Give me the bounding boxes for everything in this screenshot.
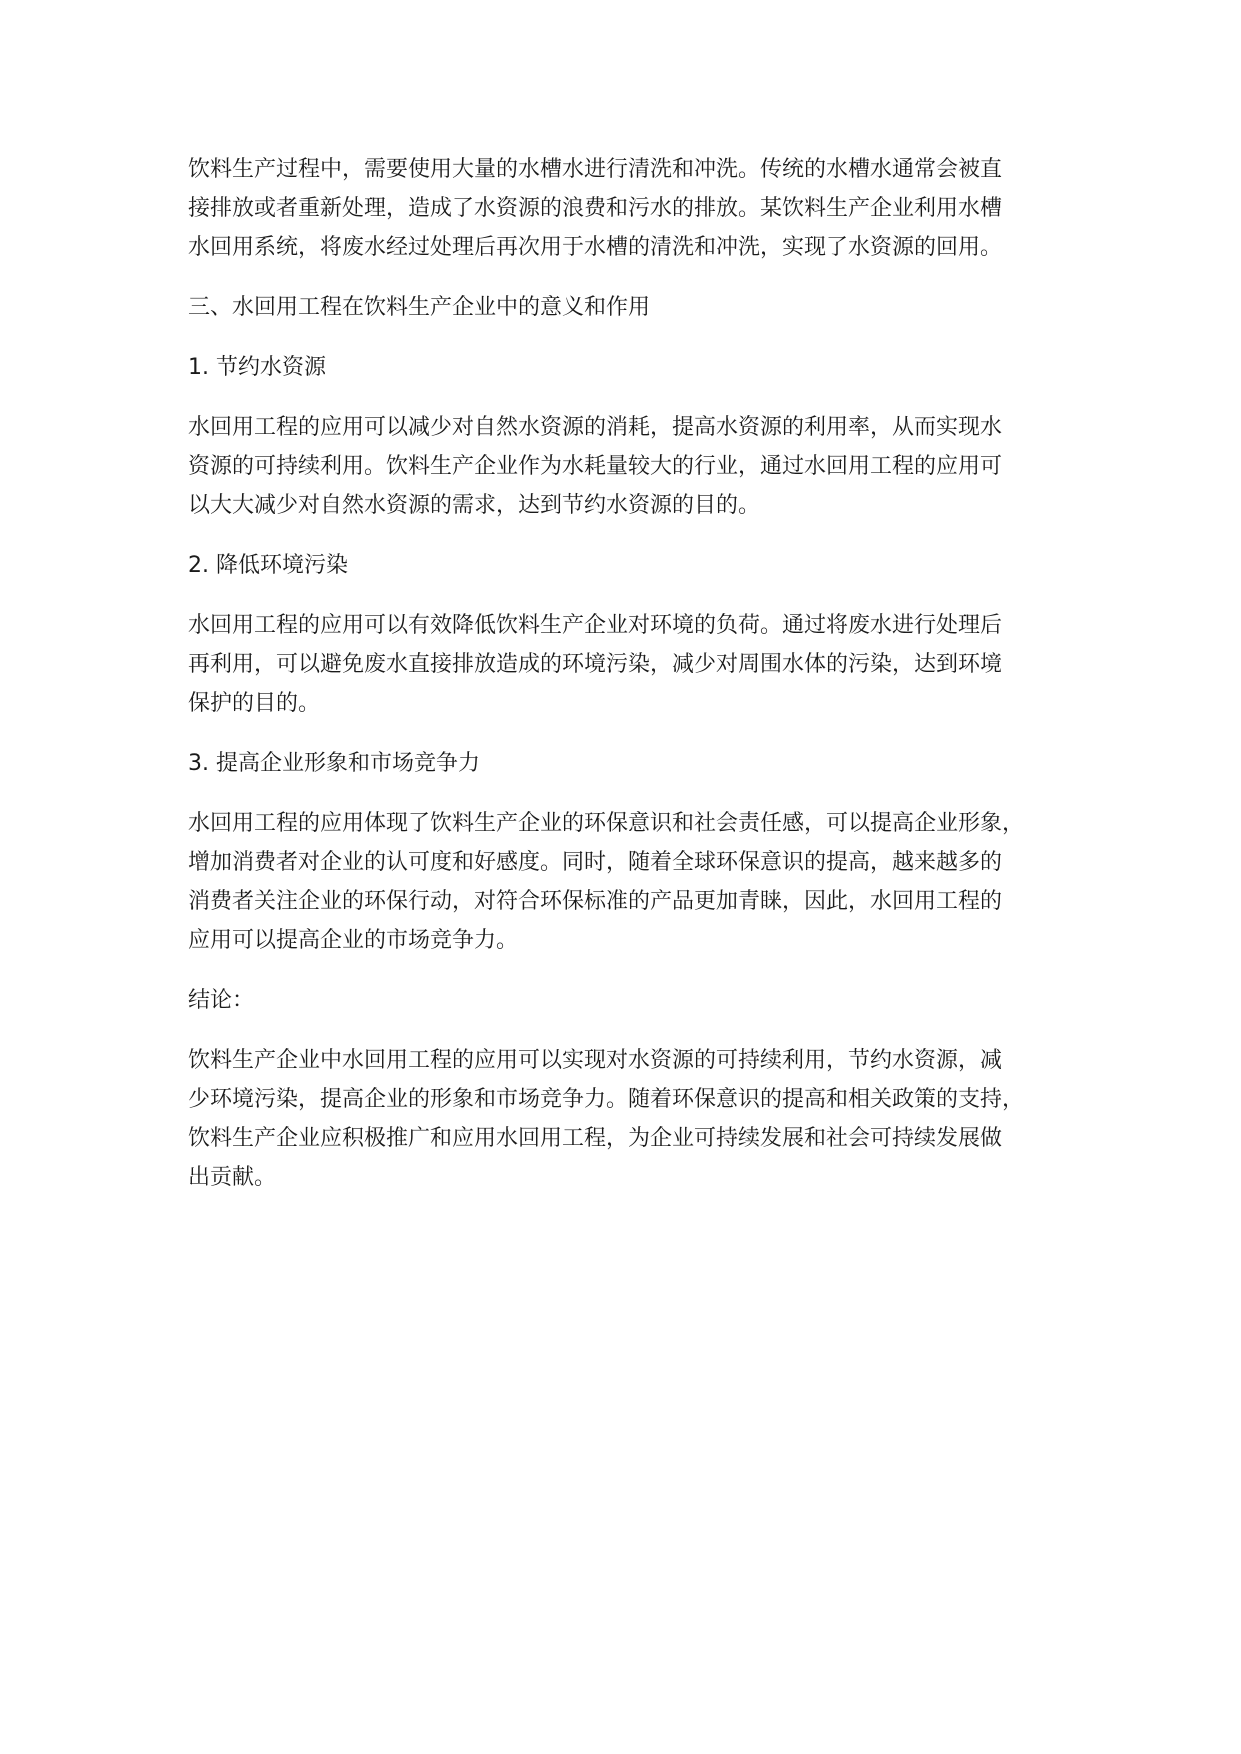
text-line: 饮料生产企业中水回用工程的应用可以实现对水资源的可持续利用，节约水资源，减 (188, 1048, 1003, 1073)
text-line: 出贡献。 (188, 1165, 277, 1190)
heading-text: 三、水回用工程在饮料生产企业中的意义和作用 (188, 295, 651, 320)
text-line: 以大大减少对自然水资源的需求，达到节约水资源的目的。 (188, 493, 761, 518)
subheading-reduce-pollution (188, 546, 1088, 585)
heading-text: 结论： (188, 988, 255, 1013)
paragraph-image-competitiveness (188, 804, 1088, 960)
subheading-save-water (188, 348, 1088, 387)
text-line: 消费者关注企业的环保行动，对符合环保标准的产品更加青睐，因此，水回用工程的 (188, 889, 1003, 914)
text-line: 应用可以提高企业的市场竞争力。 (188, 928, 519, 953)
text-line: 少环境污染，提高企业的形象和市场竞争力。随着环保意识的提高和相关政策的支持， (188, 1087, 1025, 1112)
text-line: 保护的目的。 (188, 691, 321, 716)
text-line: 再利用，可以避免废水直接排放造成的环境污染，减少对周围水体的污染，达到环境 (188, 652, 1003, 677)
text-line: 水回用系统，将废水经过处理后再次用于水槽的清洗和冲洗，实现了水资源的回用。 (188, 235, 1003, 260)
section-heading (188, 288, 1088, 327)
text-line: 增加消费者对企业的认可度和好感度。同时，随着全球环保意识的提高，越来越多的 (188, 850, 1003, 875)
text-line: 接排放或者重新处理，造成了水资源的浪费和污水的排放。某饮料生产企业利用水槽 (188, 196, 1003, 221)
document-body (188, 150, 1088, 1218)
paragraph-save-water (188, 408, 1088, 525)
subheading-image-competitiveness (188, 744, 1088, 783)
paragraph-conclusion (188, 1041, 1088, 1197)
text-line: 水回用工程的应用体现了饮料生产企业的环保意识和社会责任感，可以提高企业形象， (188, 811, 1025, 836)
heading-text: 1. 节约水资源 (188, 355, 326, 380)
text-line: 水回用工程的应用可以减少对自然水资源的消耗，提高水资源的利用率，从而实现水 (188, 415, 1003, 440)
heading-text: 3. 提高企业形象和市场竞争力 (188, 751, 480, 776)
text-line: 饮料生产过程中，需要使用大量的水槽水进行清洗和冲洗。传统的水槽水通常会被直 (188, 157, 1003, 182)
text-line: 饮料生产企业应积极推广和应用水回用工程，为企业可持续发展和社会可持续发展做 (188, 1126, 1003, 1151)
text-line: 水回用工程的应用可以有效降低饮料生产企业对环境的负荷。通过将废水进行处理后 (188, 613, 1003, 638)
heading-text: 2. 降低环境污染 (188, 553, 348, 578)
paragraph-reduce-pollution (188, 606, 1088, 723)
conclusion-heading (188, 981, 1088, 1020)
text-line: 资源的可持续利用。饮料生产企业作为水耗量较大的行业，通过水回用工程的应用可 (188, 454, 1003, 479)
paragraph-intro-case (188, 150, 1088, 267)
